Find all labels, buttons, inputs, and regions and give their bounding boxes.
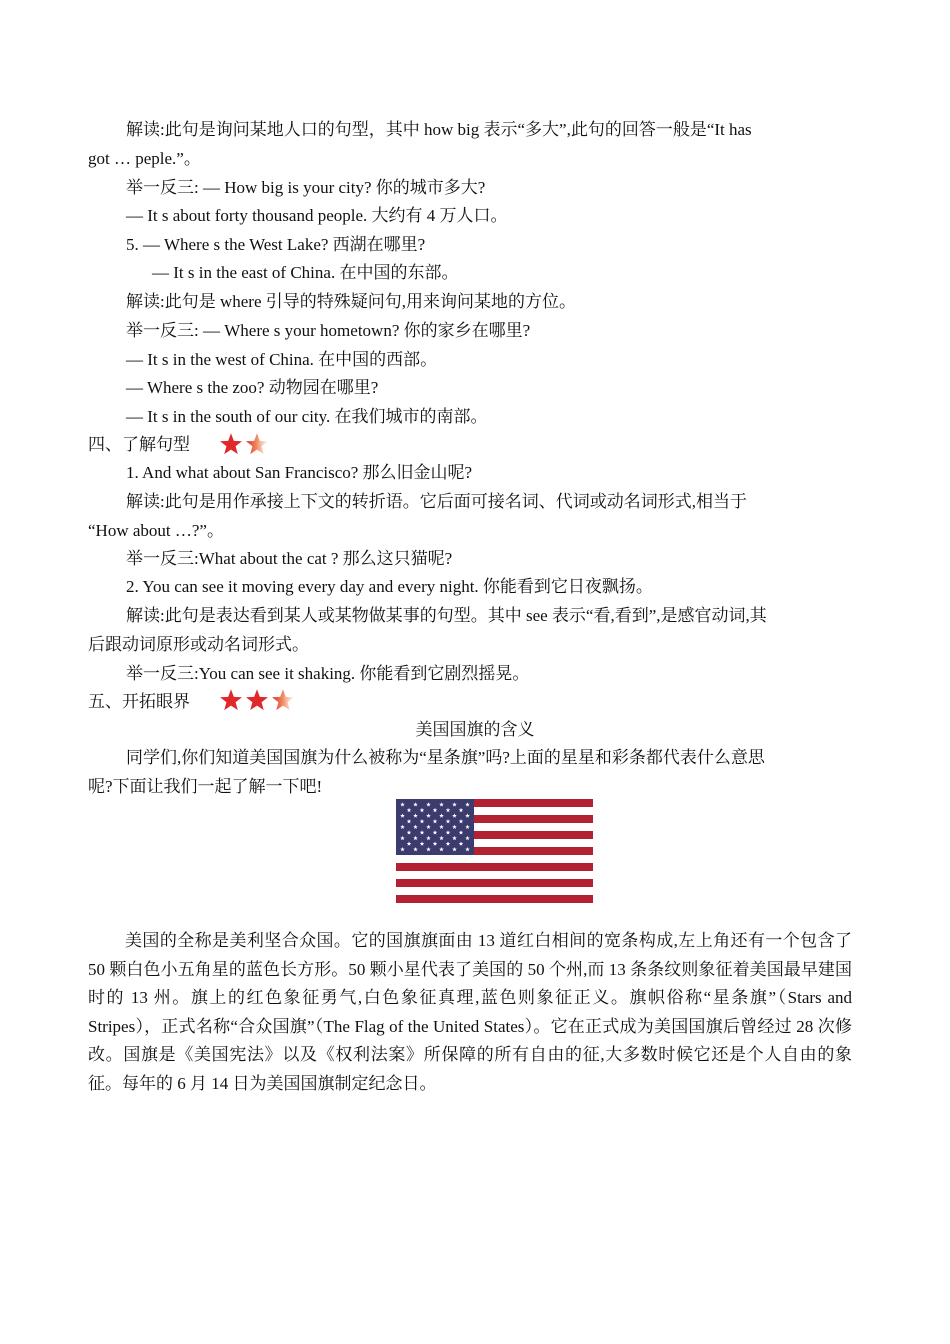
- flag-canton: [396, 799, 474, 855]
- flag-stripe: [396, 895, 593, 903]
- star-shape: [272, 689, 294, 710]
- flag-stripe: [396, 863, 593, 871]
- example-cat: 举一反三:What about the cat ? 那么这只猫呢?: [126, 549, 453, 568]
- section-5-heading: 五、开拓眼界: [88, 692, 190, 711]
- example-city-question: 举一反三: — How big is your city? 你的城市多大?: [126, 178, 486, 197]
- star-icon: [271, 688, 295, 712]
- analysis-see-cont: 后跟动词原形或动名词形式。: [88, 635, 309, 654]
- article-title: 美国国旗的含义: [415, 720, 535, 739]
- us-flag-image: [396, 799, 593, 903]
- section-5-rating: [219, 688, 295, 712]
- analysis-population-cont: got … peple.”。: [88, 149, 201, 168]
- flag-stripe: [396, 855, 593, 863]
- flag-stripe: [396, 871, 593, 879]
- section-4-heading: 四、了解句型: [88, 435, 190, 454]
- star-icon: [245, 688, 269, 712]
- flag-stripe: [396, 887, 593, 895]
- star-shape: [246, 433, 268, 454]
- section-4-rating: [219, 432, 269, 456]
- analysis-see: 解读:此句是表达看到某人或某物做某事的句型。其中 see 表示“看,看到”,是感官动词,其: [126, 606, 767, 625]
- section-4-sentence-1: 1. And what about San Francisco? 那么旧金山呢?: [126, 463, 473, 482]
- example-zoo-answer: — It s in the south of our city. 在我们城市的南部。: [126, 407, 488, 426]
- example-shaking: 举一反三:You can see it shaking. 你能看到它剧烈摇晃。: [126, 664, 530, 683]
- analysis-where: 解读:此句是 where 引导的特殊疑问句,用来询问某地的方位。: [126, 292, 577, 311]
- analysis-transition-cont: “How about …?”。: [88, 521, 224, 540]
- analysis-population: 解读:此句是询问某地人口的句型，其中 how big 表示“多大”,此句的回答一般是“It has: [126, 120, 752, 139]
- star-icon: [219, 688, 243, 712]
- star-shape: [246, 689, 268, 710]
- example-zoo-question: — Where s the zoo? 动物园在哪里?: [126, 378, 379, 397]
- star-shape: [220, 433, 242, 454]
- sentence-5-question: 5. — Where s the West Lake? 西湖在哪里?: [126, 235, 426, 254]
- star-icon: [219, 432, 243, 456]
- star-shape: [220, 689, 242, 710]
- star-icon: [245, 432, 269, 456]
- intro-text: 同学们,你们知道美国国旗为什么被称为“星条旗”吗?上面的星星和彩条都代表什么意思: [126, 748, 765, 767]
- flag-stripe: [396, 879, 593, 887]
- section-4-sentence-2: 2. You can see it moving every day and every night. 你能看到它日夜飘扬。: [126, 577, 653, 596]
- example-hometown-answer: — It s in the west of China. 在中国的西部。: [126, 350, 438, 369]
- flag-meaning-paragraph: 美国的全称是美利坚合众国。它的国旗旗面由 13 道红白相间的宽条构成,左上角还有一个包含了 50 颗白色小五角星的蓝色长方形。50 颗小星代表了美国的 50 个州,而 13 条条纹则象征着美国最早建国时的 13 州。旗上的红色象征勇气,白色象征真理,蓝色则象征正义。旗帜俗称“星条旗”（Stars and Stripes），正式名称“合众国旗”（The Flag of the United States）。它在正式成为美国国旗后曾经过 28 次修改。国旗是《美国宪法》以及《权利法案》所保障的所有自由的征,大多数时候它还是个人自由的象征。每年的 6 月 14 日为美国国旗制定纪念日。: [88, 931, 852, 1093]
- example-hometown-question: 举一反三: — Where s your hometown? 你的家乡在哪里?: [126, 321, 531, 340]
- intro-text-cont: 呢?下面让我们一起了解一下吧!: [88, 777, 323, 796]
- sentence-5-answer: — It s in the east of China. 在中国的东部。: [152, 263, 459, 282]
- analysis-transition: 解读:此句是用作承接上下文的转折语。它后面可接名词、代词或动名词形式,相当于: [126, 492, 747, 511]
- example-city-answer: — It s about forty thousand people. 大约有 4 万人口。: [126, 206, 508, 225]
